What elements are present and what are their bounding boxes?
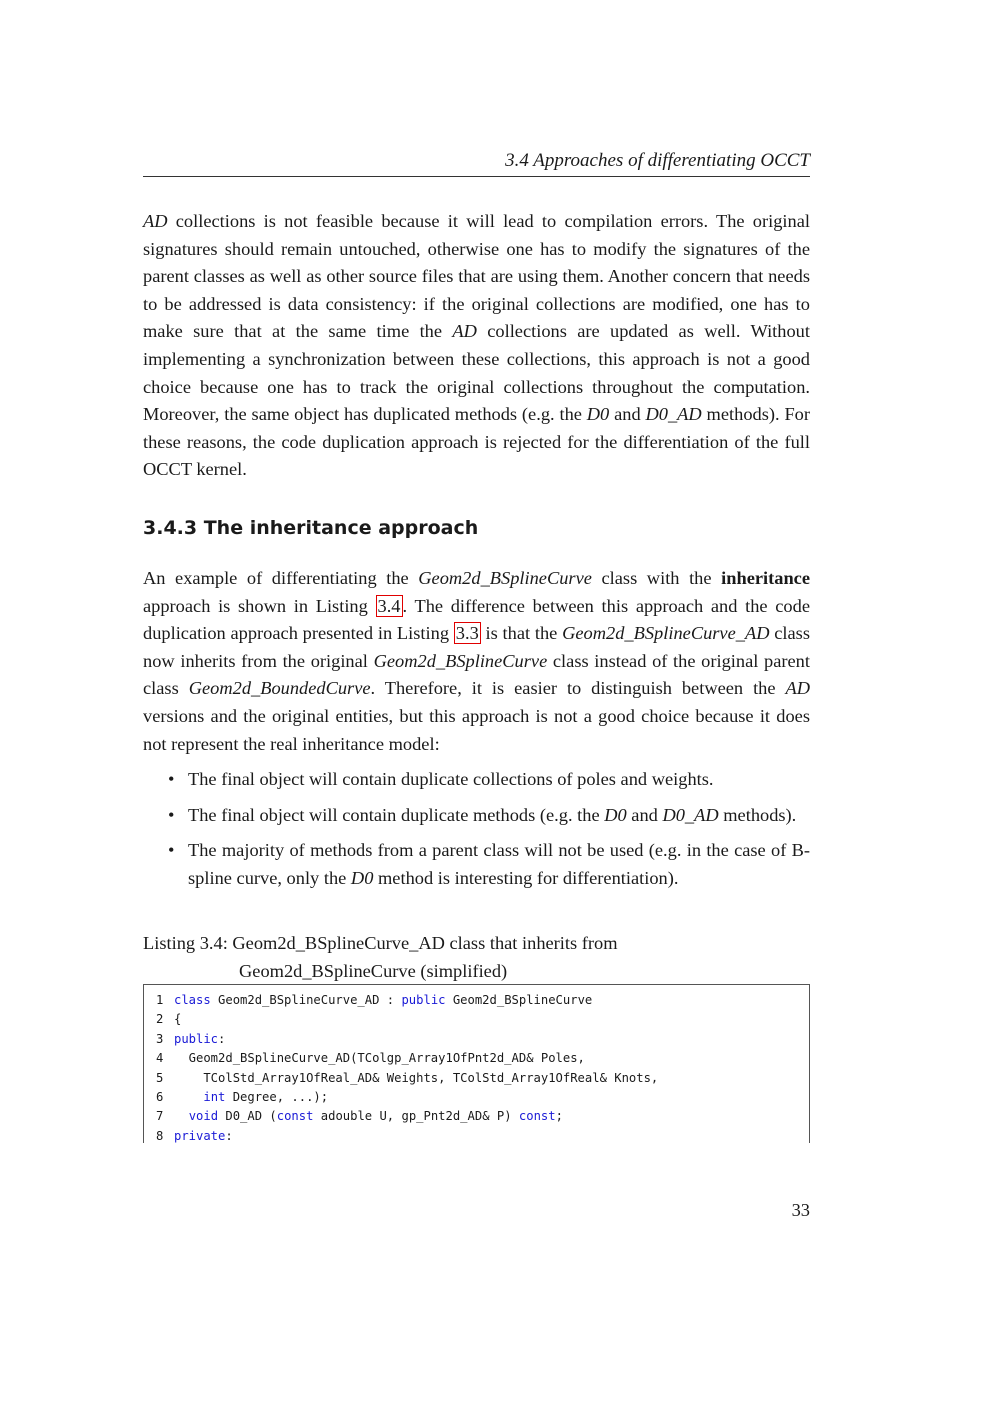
paragraph-inheritance-approach: An example of differentiating the Geom2d_BSplineCurve class with the inheritance approach is shown in Listing 3.4 . The difference between this approach and the code duplication approach presented in Listing 3.3 is that the Geom2d_BSplineCurve_AD class now inherits from the original Geom2d_BSplineCurve class instead of the original parent class Geom2d_BoundedCurve. Therefore, it is easier to distinguish between the AD versions and the original entities, but this approach is not a good choice because it does not represent the real inheritance model: [143,568,810,754]
code-line: 4 Geom2d_BSplineCurve_AD(TColgp_Array1OfPnt2d_AD& Poles, [156,1051,585,1066]
listing-reference-link[interactable]: 3.4 [377,595,401,616]
drawbacks-list [165,766,810,900]
running-header: 3.4 Approaches of differentiating OCCT [143,148,810,177]
paragraph-code-duplication-conclusion: AD collections is not feasible because it will lead to compilation errors. The original signatures should remain untouched, otherwise one has to modify the signatures of the parent classes as well as other source files that are using them. Another concern that needs to be addressed is data consistency: if the original collections are modified, one has to make sure that at the same time the AD collections are updated as well. Without implementing a synchronization between these collections, this approach is not a good choice because one has to track the original collections throughout the computation. Moreover, the same object has duplicated methods (e.g. the D0 and D0_AD methods). For these reasons, the code duplication approach is rejected for the differentiation of the full OCCT kernel. [143,211,810,480]
code-line: 5 TColStd_Array1OfReal_AD& Weights, TColStd_Array1OfReal& Knots, [156,1070,659,1085]
section-heading: 3.4.3 The inheritance approach [143,517,479,539]
page-number: 33 [791,1200,810,1220]
listing-caption: Listing 3.4: Geom2d_BSplineCurve_AD class that inherits from Geom2d_BSplineCurve (simplified) [143,933,618,981]
code-line: 2 { [156,1012,182,1027]
bullet-icon: • [168,840,175,861]
listing-reference-link[interactable]: 3.3 [455,623,479,644]
code-listing [143,984,810,1143]
code-line: 8 private: [156,1128,233,1143]
list-item: • The final object will contain duplicate methods (e.g. the D0 and D0_AD methods). [165,802,810,830]
list-item: • The majority of methods from a parent class will not be used (e.g. in the case of B-spline curve, only the D0 method is interesting for differentiation). [165,837,810,892]
list-item: • The final object will contain duplicate collections of poles and weights. [165,766,810,794]
code-line: 7 void D0_AD (const adouble U, gp_Pnt2d_AD& P) const; [156,1109,563,1124]
bullet-icon: • [168,769,175,789]
code-line: 3 public: [156,1031,226,1046]
bullet-icon: • [168,804,175,825]
code-line: 1 class Geom2d_BSplineCurve_AD : public Geom2d_BSplineCurve [156,993,593,1007]
code-line: 6 int Degree, ...); [156,1090,329,1104]
